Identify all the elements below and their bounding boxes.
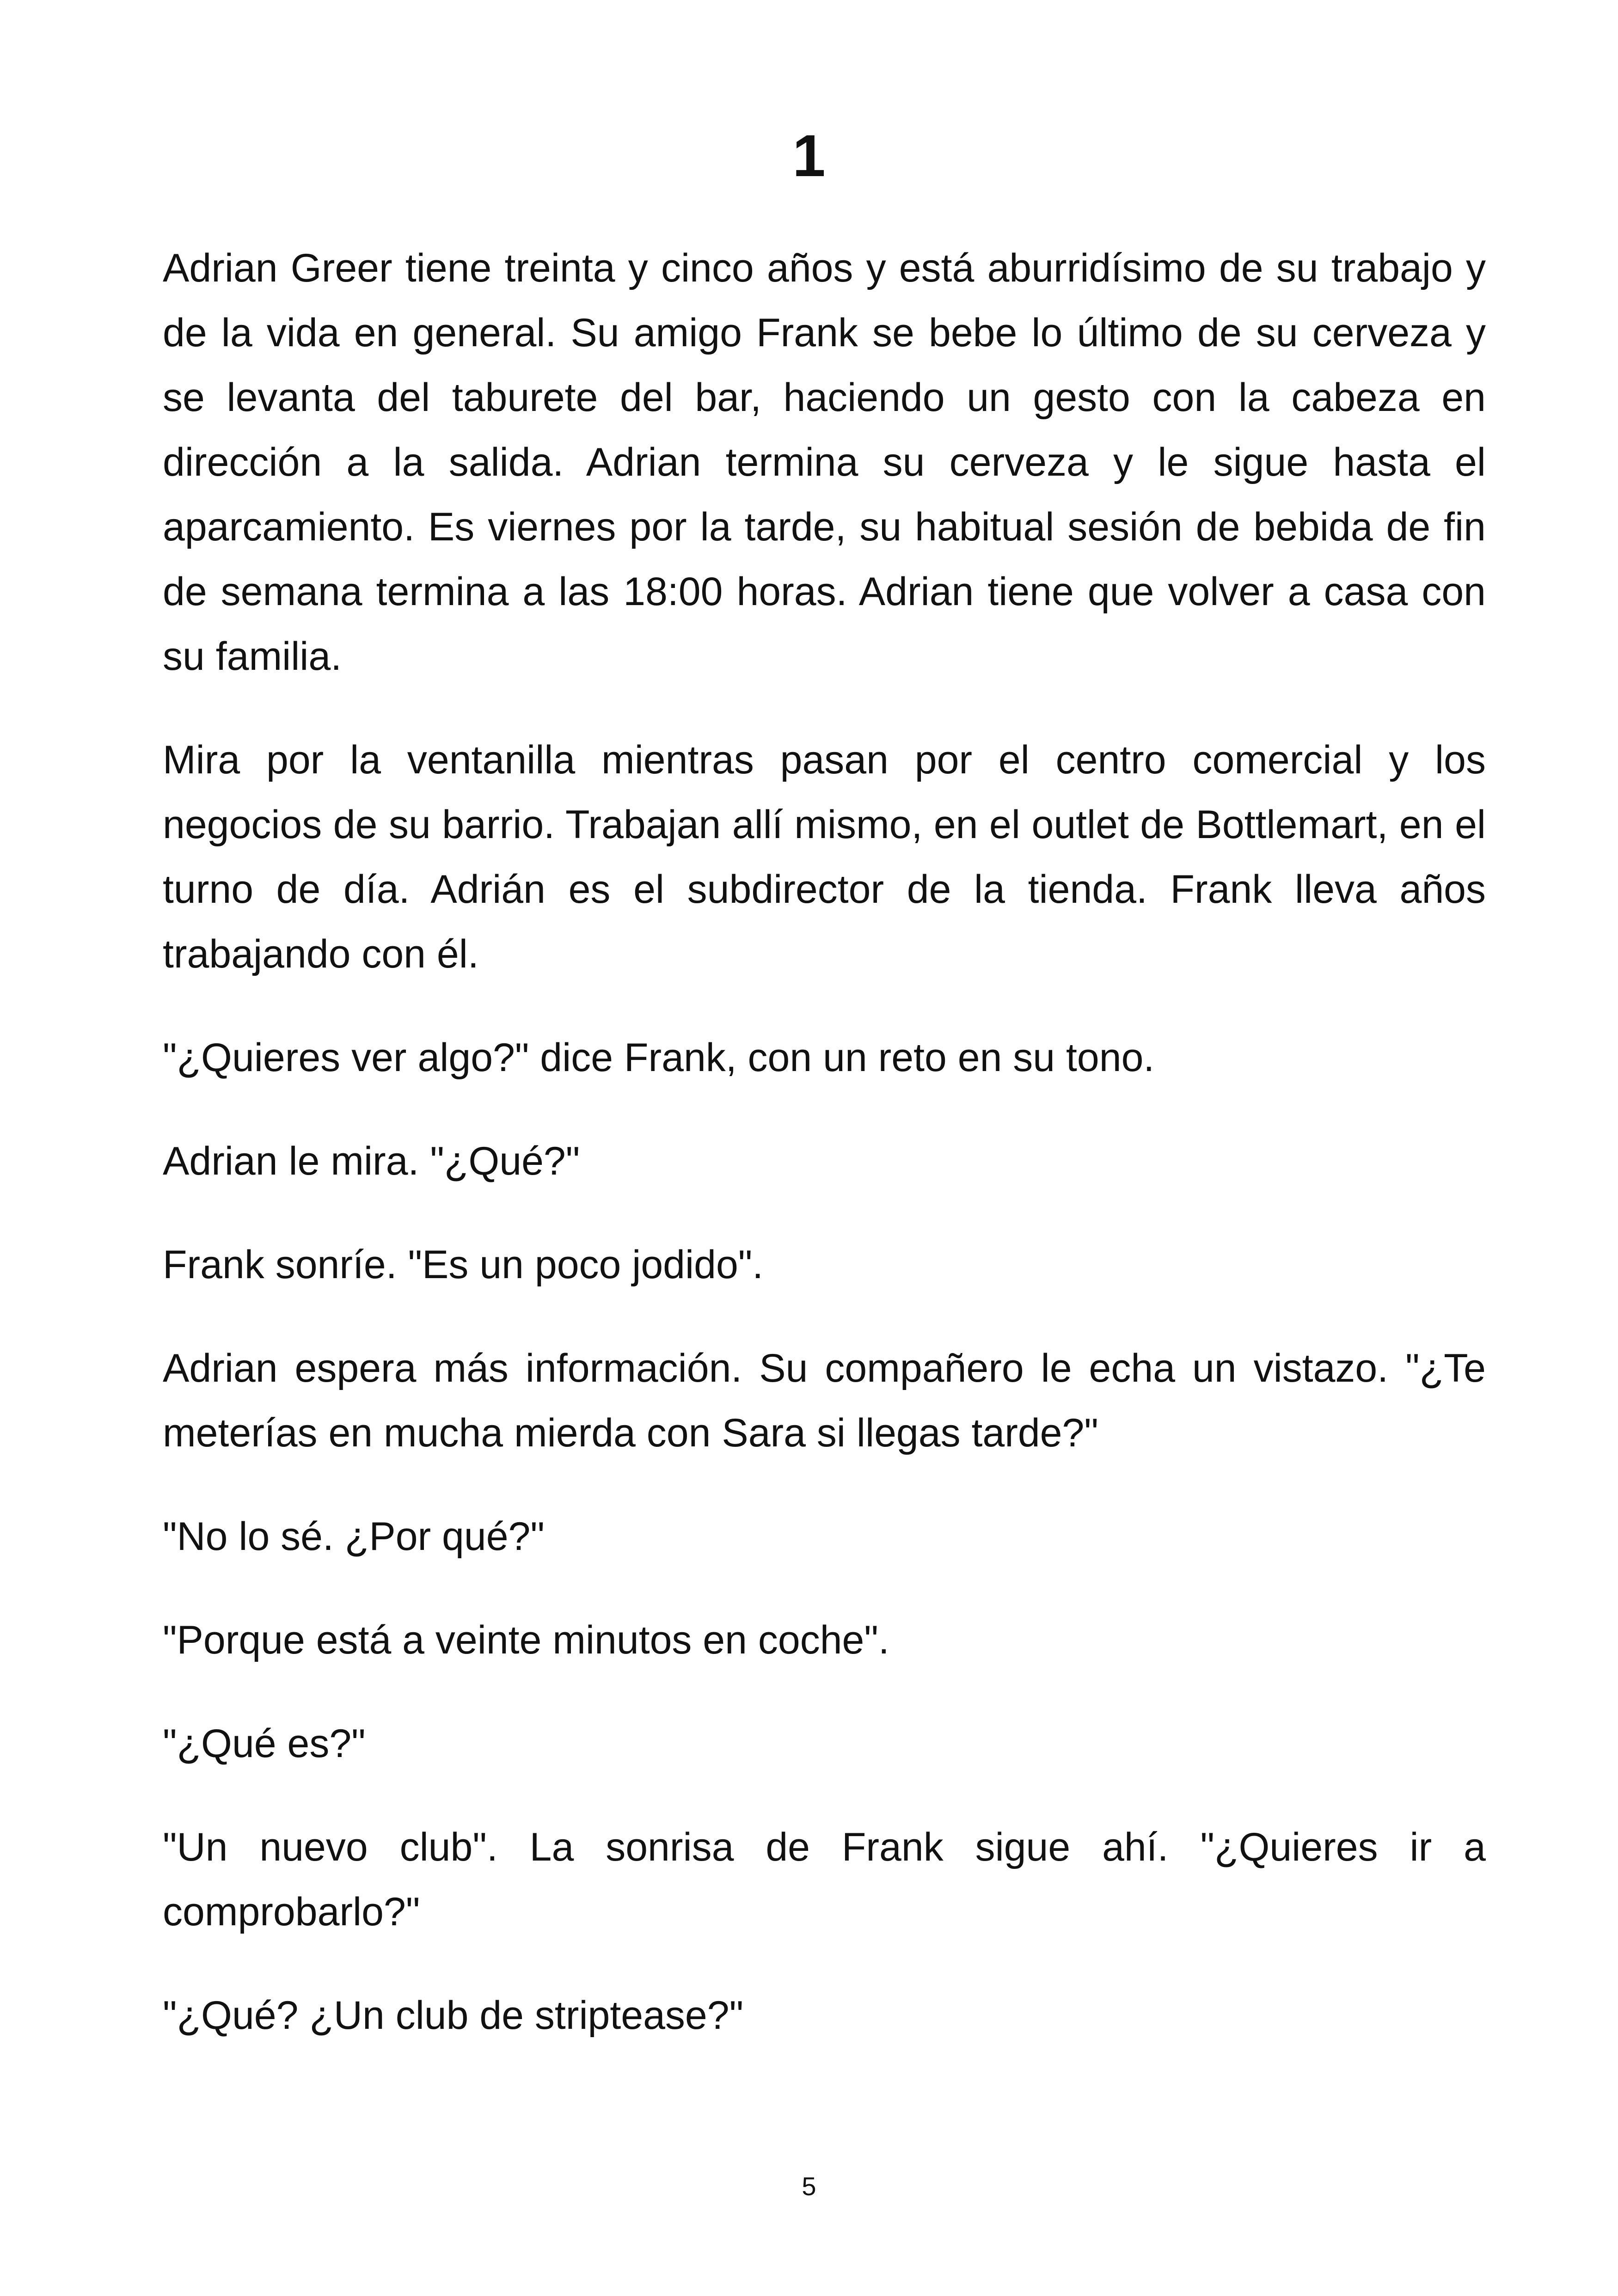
paragraph: "¿Qué es?" [163,1721,366,1766]
chapter-number: 1 [792,123,826,189]
paragraph: Frank sonríe. "Es un poco jodido". [163,1243,764,1287]
paragraph: Adrian le mira. "¿Qué?" [163,1139,580,1183]
paragraph: Adrian espera más información. Su compañero le echa un vistazo. "¿Te meterías en mucha mierda con Sara si llegas tarde?" [163,1346,1486,1455]
paragraph: Mira por la ventanilla mientras pasan por el centro comercial y los negocios de su barrio. Trabajan allí mismo, en el outlet de Bottlemart, en el turno de día. Adrián es el subdirector de la tienda. Frank lleva años trabajando con él. [163,738,1486,976]
paragraph: "Un nuevo club". La sonrisa de Frank sigue ahí. "¿Quieres ir a comprobarlo?" [163,1825,1486,1934]
chapter-body [163,236,1486,2087]
paragraph: "¿Qué? ¿Un club de striptease?" [163,1993,744,2038]
paragraph: "¿Quieres ver algo?" dice Frank, con un reto en su tono. [163,1035,1155,1080]
page-number: 5 [802,2172,816,2201]
paragraph: "Porque está a veinte minutos en coche". [163,1618,889,1662]
paragraph: "No lo sé. ¿Por qué?" [163,1514,545,1559]
paragraph: Adrian Greer tiene treinta y cinco años y está aburridísimo de su trabajo y de la vida en general. Su amigo Frank se bebe lo último de su cerveza y se levanta del taburete del bar, haciendo un gesto con la cabeza en dirección a la salida. Adrian termina su cerveza y le sigue hasta el aparcamiento. Es viernes por la tarde, su habitual sesión de bebida de fin de semana termina a las 18:00 horas. Adrian tiene que volver a casa con su familia. [163,246,1486,679]
